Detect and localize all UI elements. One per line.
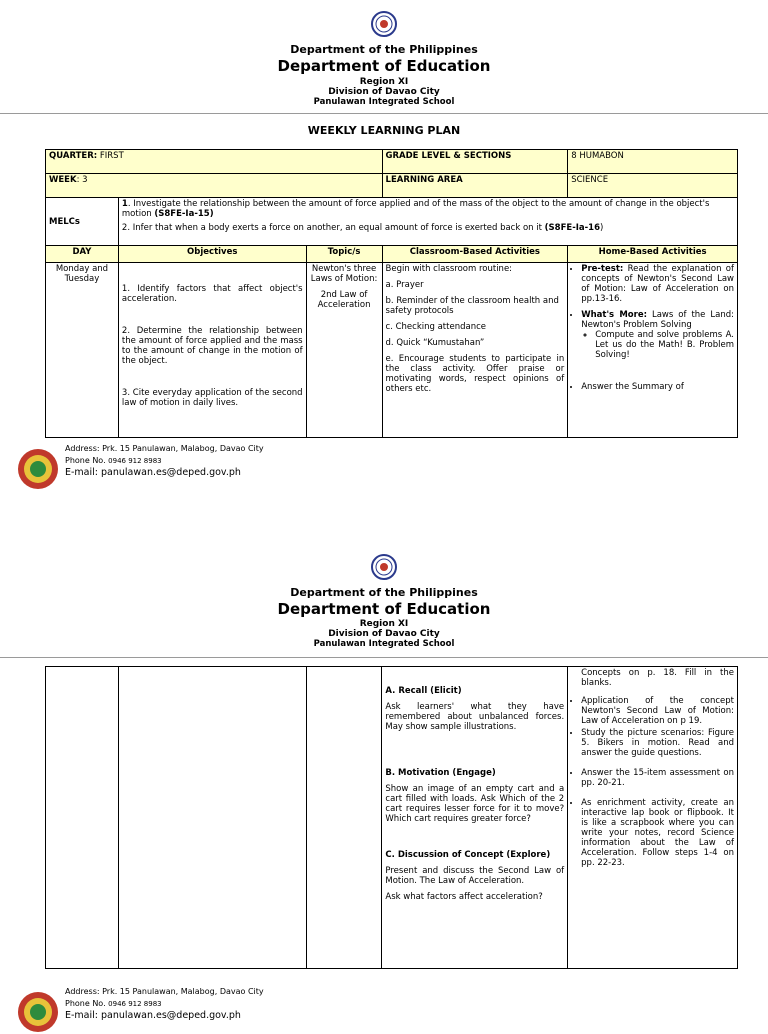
classroom-cell-cont: [382, 667, 568, 969]
day-cell: Monday and Tuesday: [46, 263, 119, 438]
header-country: Department of the Philippines: [290, 43, 478, 56]
footer-page2: [0, 984, 768, 1034]
area-label: LEARNING AREA: [382, 174, 568, 198]
home-cell-cont: [568, 667, 738, 969]
discussion-text-2: Ask what factors affect acceleration?: [385, 892, 543, 902]
home-cont-item-2: • Study the picture scenarios: Figure 5. Bikers in motion. Read and answer the guide questions.: [581, 728, 734, 758]
grade-label: GRADE LEVEL & SECTIONS: [382, 150, 568, 174]
deped-seal-icon: [371, 11, 397, 37]
plan-table-page1: [45, 149, 738, 438]
topics-cell: [306, 263, 382, 438]
discussion-text-1: Present and discuss the Second Law of Motion. The Law of Acceleration.: [385, 866, 565, 886]
topics-cell-cont: [306, 667, 382, 969]
header-department: Department of Education: [277, 57, 491, 75]
header-divider: [0, 113, 768, 114]
classroom-c: c. Checking attendance: [385, 322, 486, 332]
melcs-label: MELCs: [46, 198, 119, 246]
quarter-cell: [46, 150, 383, 174]
school-logo-icon: [17, 448, 59, 490]
home-cont-item-4: • As enrichment activity, create an interactive lap book or flipbook. It is like a scrapbook where you can write your notes, record Science information about the Law of Acceleration. Follow steps 1-4 on pp. 22-23.: [581, 798, 734, 868]
home-item-3: • Answer the Summary of: [581, 382, 734, 392]
footer-page1: [0, 442, 768, 492]
footer-phone-label: Phone No.: [65, 456, 109, 465]
doc-title: WEEKLY LEARNING PLAN: [307, 124, 461, 137]
footer-email: E-mail: panulawan.es@deped.gov.ph: [65, 467, 241, 478]
col-topics: Topic/s: [306, 246, 382, 263]
melc-2-end: ): [600, 223, 604, 233]
plan-table-page2: [45, 666, 738, 969]
footer-phone-line-2: [65, 998, 264, 1010]
recall-heading: A. Recall (Elicit): [385, 686, 462, 696]
classroom-d: d. Quick “Kumustahan”: [385, 338, 485, 348]
classroom-intro: Begin with classroom routine:: [385, 264, 513, 274]
col-home: Home-Based Activities: [568, 246, 738, 263]
topic-1: Newton's three Laws of Motion:: [310, 264, 378, 284]
home-cont-item-3: • Answer the 15-item assessment on pp. 20-21.: [581, 768, 734, 788]
col-classroom: Classroom-Based Activities: [382, 246, 568, 263]
header-region: Region XI: [359, 77, 409, 87]
home-cont-item-1: • Application of the concept Newton's Second Law of Motion: Law of Acceleration on p 19.: [581, 696, 734, 726]
footer-phone-line: [65, 455, 264, 467]
quarter-label: QUARTER:: [49, 151, 98, 161]
home-cell: [568, 263, 738, 438]
area-value: SCIENCE: [568, 174, 738, 198]
footer-phone-2: 0946 912 8983: [108, 1000, 162, 1008]
footer-address: Address: Prk. 15 Panulawan, Malabog, Davao City: [65, 444, 264, 453]
home-item-1-bold: Pre-test:: [581, 264, 624, 274]
melc-2-text: 2. Infer that when a body exerts a force on another, an equal amount of force is exerted back on it: [121, 223, 545, 233]
header-department-2: Department of Education: [277, 600, 491, 618]
col-day: DAY: [46, 246, 119, 263]
footer-phone-label-2: Phone No.: [65, 999, 109, 1008]
motivation-heading: B. Motivation (Engage): [385, 768, 496, 778]
header-school-2: Panulawan Integrated School: [313, 639, 455, 649]
footer-address-2: Address: Prk. 15 Panulawan, Malabog, Davao City: [65, 987, 264, 996]
home-item-2: [581, 310, 734, 360]
home-subitem: ◦ Compute and solve problems A. Let us do the Math! B. Problem Solving!: [595, 330, 734, 360]
objective-2: 2. Determine the relationship between the amount of force applied and the mass to the amount of change in the motion of the object.: [121, 326, 303, 366]
objectives-cell-cont: [118, 667, 306, 969]
discussion-heading: C. Discussion of Concept (Explore): [385, 850, 551, 860]
home-item-1: [581, 264, 734, 304]
melc-1-text: . Investigate the relationship between the amount of force applied and of the mass of the object to the amount of change in the object's motion: [121, 199, 710, 219]
objective-1: 1. Identify factors that affect object's acceleration.: [121, 284, 303, 304]
recall-text: Ask learners' what they have remembered about unbalanced forces. May show sample illustrations.: [385, 702, 565, 732]
header-divider-2: [0, 657, 768, 658]
footer-email-2: E-mail: panulawan.es@deped.gov.ph: [65, 1010, 241, 1021]
week-label: WEEK: [49, 175, 77, 185]
quarter-value: FIRST: [99, 151, 124, 161]
week-cell: [46, 174, 383, 198]
topic-2: 2nd Law of Acceleration: [317, 290, 371, 310]
melcs-cell: [118, 198, 737, 246]
header-school: Panulawan Integrated School: [313, 97, 455, 107]
home-item-2-bold: What's More:: [581, 310, 647, 320]
header-division-2: Division of Davao City: [328, 629, 440, 639]
school-logo-icon: [17, 991, 59, 1033]
melc-1-num: 1: [121, 199, 128, 209]
col-objectives: Objectives: [118, 246, 306, 263]
classroom-b: b. Reminder of the classroom health and safety protocols: [385, 296, 559, 316]
home-item-2-text: Laws of the Land: Newton's Problem Solving: [581, 310, 734, 330]
classroom-cell: [382, 263, 568, 438]
melc-1-code: (S8FE-Ia-15): [154, 209, 214, 219]
header-region-2: Region XI: [359, 619, 409, 629]
deped-seal-icon: [371, 554, 397, 580]
motivation-text: Show an image of an empty cart and a cart filled with loads. Ask Which of the 2 cart requires lesser force for it to move? Which cart requires greater force?: [385, 784, 565, 824]
objective-3: 3. Cite everyday application of the second law of motion in daily lives.: [121, 388, 303, 408]
melc-2-code: (S8FE-Ia-16: [544, 223, 600, 233]
footer-phone: 0946 912 8983: [108, 457, 162, 465]
week-value: : 3: [76, 175, 88, 185]
header-country-2: Department of the Philippines: [290, 586, 478, 599]
objectives-cell: [118, 263, 306, 438]
home-cont-text: Concepts on p. 18. Fill in the blanks.: [581, 668, 734, 688]
home-item-1-text: Read the explanation of concepts of Newton's Second Law of Motion: Law of Acceleration on pp.13-16.: [581, 264, 734, 304]
day-cell-cont: [46, 667, 119, 969]
header-division: Division of Davao City: [328, 87, 440, 97]
classroom-e: e. Encourage students to participate in the class activity. Offer praise or motivating words, respect opinions of others etc.: [385, 354, 565, 394]
classroom-a: a. Prayer: [385, 280, 424, 290]
grade-value: 8 HUMABON: [568, 150, 738, 174]
